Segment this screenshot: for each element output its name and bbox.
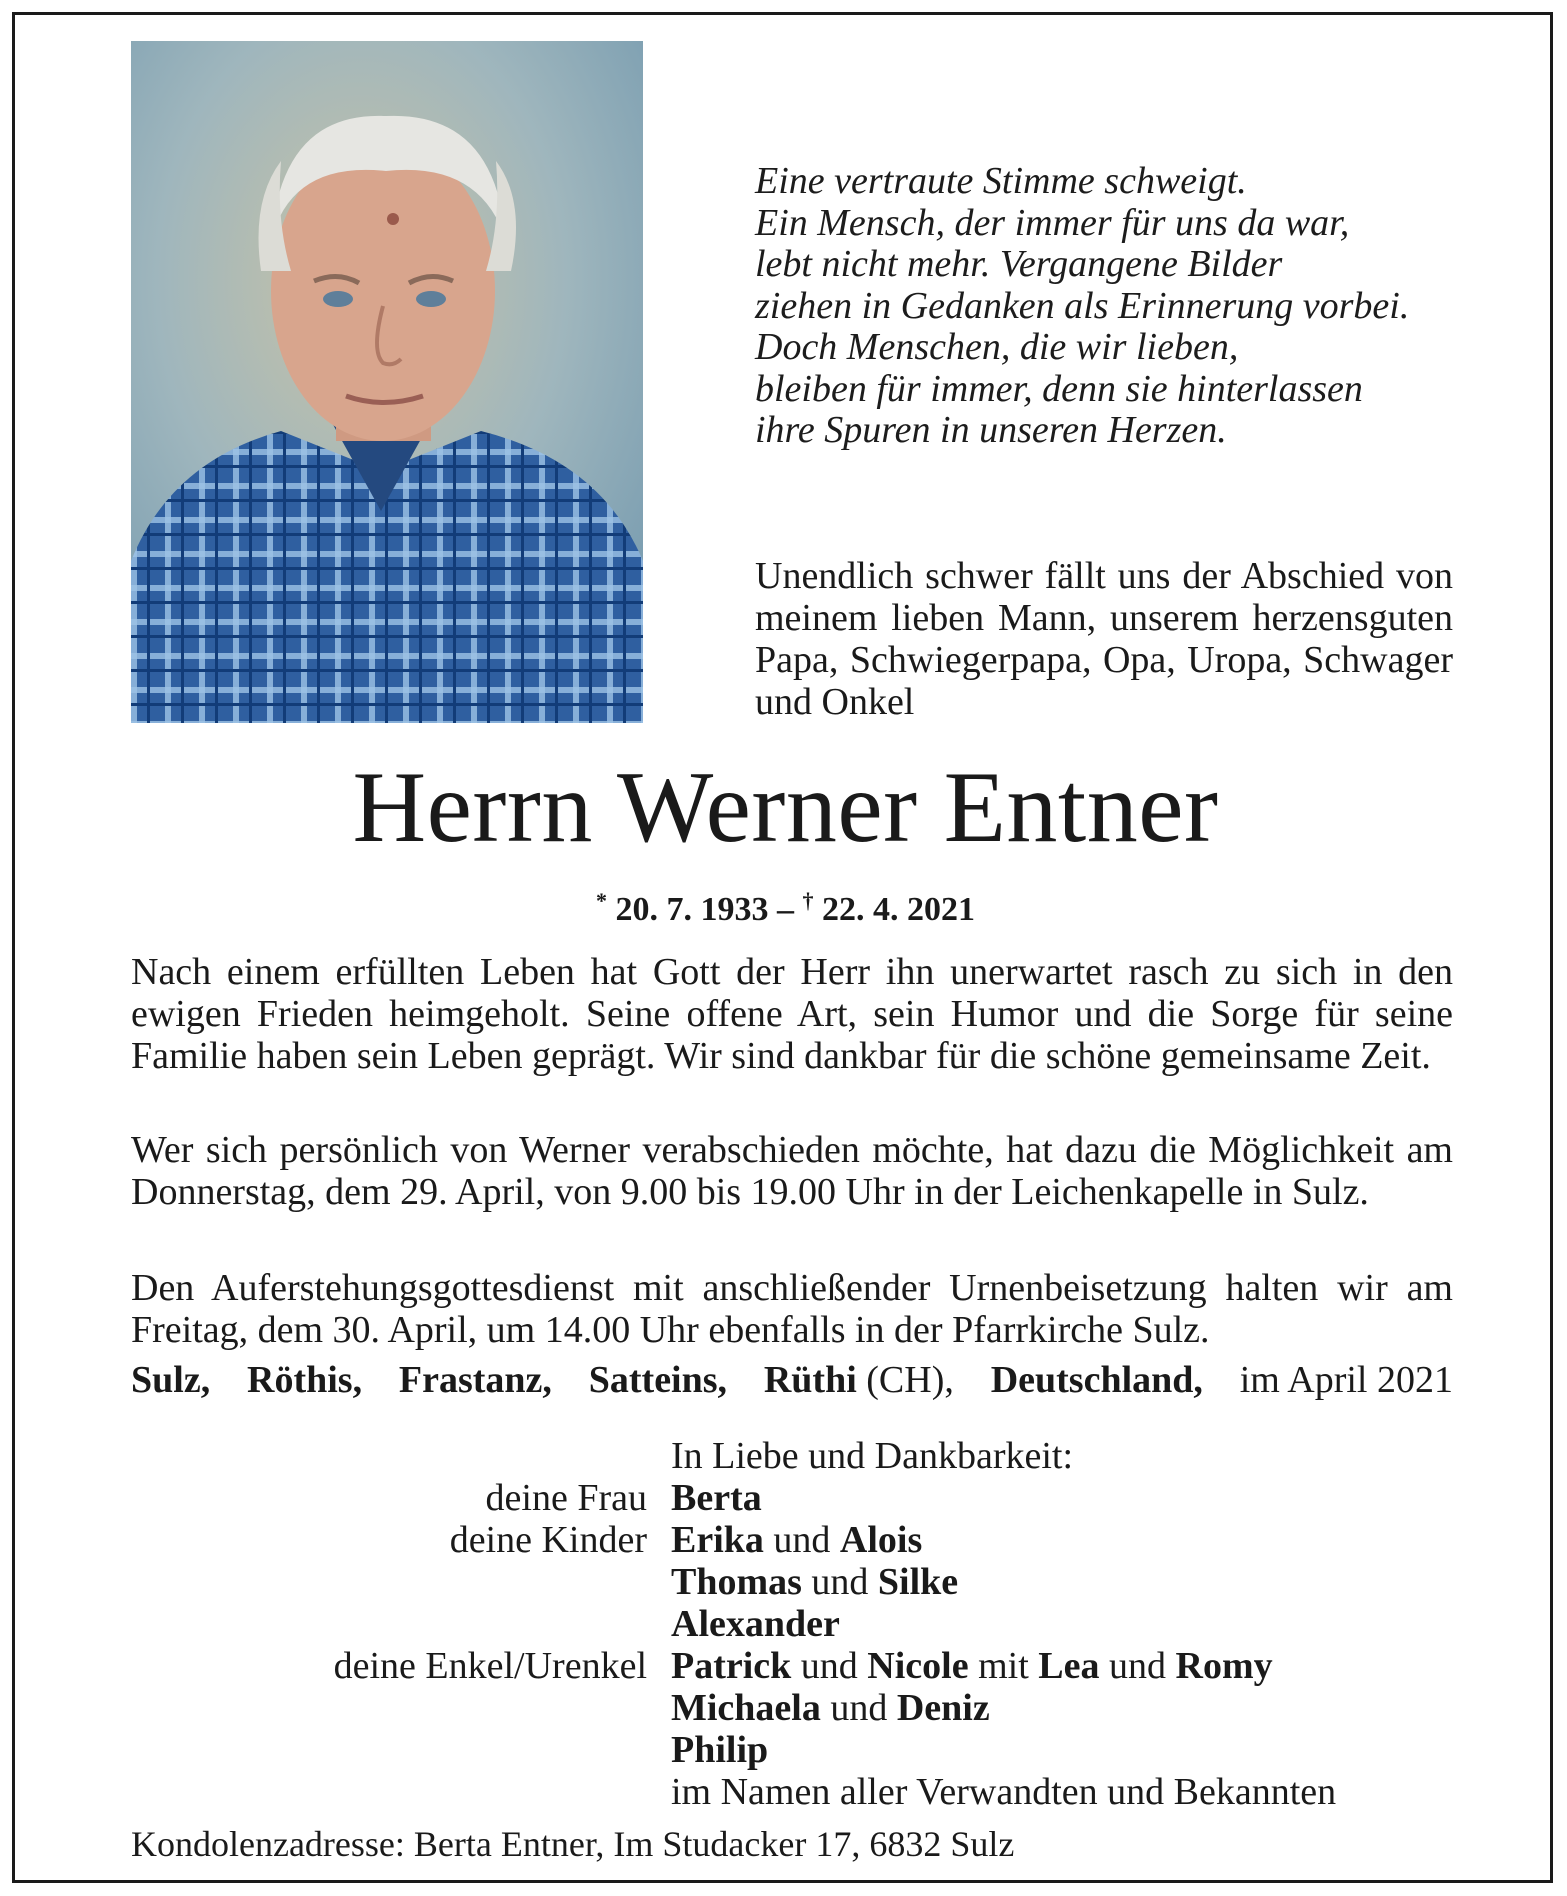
poem-line: ziehen in Gedanken als Erinnerung vorbei.	[755, 284, 1410, 327]
poem-line: ihre Spuren in unseren Herzen.	[755, 409, 1227, 451]
list-item	[131, 1645, 1453, 1687]
mourner-name: Thomas	[671, 1561, 802, 1603]
list-item	[131, 1435, 1453, 1477]
list-item	[131, 1603, 1453, 1645]
death-symbol: †	[802, 888, 814, 913]
relation-label: deine Frau	[485, 1477, 647, 1519]
conjunction: und	[800, 1645, 858, 1687]
paragraph-service: Den Auferstehungsgottesdienst mit anschließender Urnenbeisetzung halten wir am Freitag, dem 30. April, um 14.00 Uhr ebenfalls in der Pfarrkirche Sulz.	[131, 1267, 1453, 1351]
mourner-name: Philip	[671, 1729, 769, 1771]
condolence-address: Kondolenzadresse: Berta Entner, Im Studacker 17, 6832 Sulz	[131, 1824, 1015, 1864]
place-group	[764, 1359, 954, 1401]
list-item	[131, 1729, 1453, 1771]
mourner-name: Romy	[1175, 1645, 1273, 1687]
date-separator: –	[777, 891, 794, 928]
place: Sulz,	[131, 1359, 211, 1401]
mourners-closing: im Namen aller Verwandten und Bekannten	[671, 1771, 1337, 1813]
list-item	[131, 1561, 1453, 1603]
portrait-photo	[131, 41, 643, 723]
deceased-name: Herrn Werner Entner	[352, 751, 1219, 864]
paragraph-viewing: Wer sich persönlich von Werner verabschieden möchte, hat dazu die Möglichkeit am Donnerstag, dem 29. April, von 9.00 bis 19.00 Uhr in der Leichenkapelle in Sulz.	[131, 1129, 1453, 1213]
relation-label: deine Kinder	[449, 1519, 647, 1561]
mourner-name: Nicole	[867, 1645, 969, 1687]
paragraph-life: Nach einem erfüllten Leben hat Gott der Herr ihn unerwartet rasch zu sich in den ewigen Frieden heimgeholt. Seine offene Art, sein Humor und die Sorge für seine Familie haben sein Leben geprägt. Wir sind dankbar für die schöne gemeinsame Zeit.	[131, 951, 1453, 1077]
mourner-name: Deniz	[896, 1687, 990, 1729]
conjunction: mit	[978, 1645, 1029, 1687]
country-code: (CH),	[866, 1359, 954, 1401]
life-dates	[15, 881, 1556, 930]
place: Deutschland,	[990, 1359, 1203, 1401]
place: Röthis,	[247, 1359, 363, 1401]
birth-date: 20. 7. 1933	[615, 891, 769, 928]
mourner-name: Alois	[839, 1519, 923, 1561]
mourner-name: Silke	[877, 1561, 959, 1603]
mourner-name: Erika	[671, 1519, 764, 1561]
mourner-name: Berta	[671, 1477, 762, 1519]
place: Rüthi	[763, 1359, 857, 1401]
list-item	[131, 1687, 1453, 1729]
birth-symbol: *	[596, 888, 607, 913]
conjunction: und	[1109, 1645, 1166, 1687]
portrait-photo-icon	[131, 41, 643, 723]
poem	[755, 161, 1475, 452]
list-item	[131, 1477, 1453, 1519]
relation-label: deine Enkel/Urenkel	[333, 1645, 647, 1687]
mourner-name: Michaela	[671, 1687, 821, 1729]
mourner-name: Patrick	[671, 1645, 792, 1687]
place: Satteins,	[588, 1359, 728, 1401]
mourners-list	[131, 1435, 1453, 1813]
mourners-heading: In Liebe und Dankbarkeit:	[671, 1435, 1074, 1477]
mourner-name: Alexander	[671, 1603, 840, 1645]
place-date: im April 2021	[1239, 1359, 1453, 1401]
poem-line: bleiben für immer, denn sie hinterlassen	[755, 367, 1363, 410]
poem-line: Doch Menschen, die wir lieben,	[755, 326, 1239, 368]
death-date: 22. 4. 2021	[822, 891, 975, 928]
poem-line: lebt nicht mehr. Vergangene Bilder	[755, 243, 1283, 285]
farewell-intro: Unendlich schwer fällt uns der Abschied von meinem lieben Mann, unserem herzensguten Papa, Schwiegerpapa, Opa, Uropa, Schwager und Onkel	[755, 555, 1453, 723]
obituary-notice	[12, 12, 1553, 1883]
poem-line: Ein Mensch, der immer für uns da war,	[755, 201, 1350, 244]
conjunction: und	[811, 1561, 869, 1603]
mourner-name: Lea	[1038, 1645, 1100, 1687]
conjunction: und	[773, 1519, 831, 1561]
list-item	[131, 1519, 1453, 1561]
list-item	[131, 1771, 1453, 1813]
conjunction: und	[830, 1687, 888, 1729]
place: Frastanz,	[398, 1359, 552, 1401]
poem-line: Eine vertraute Stimme schweigt.	[755, 160, 1247, 202]
places-line	[131, 1359, 1453, 1401]
